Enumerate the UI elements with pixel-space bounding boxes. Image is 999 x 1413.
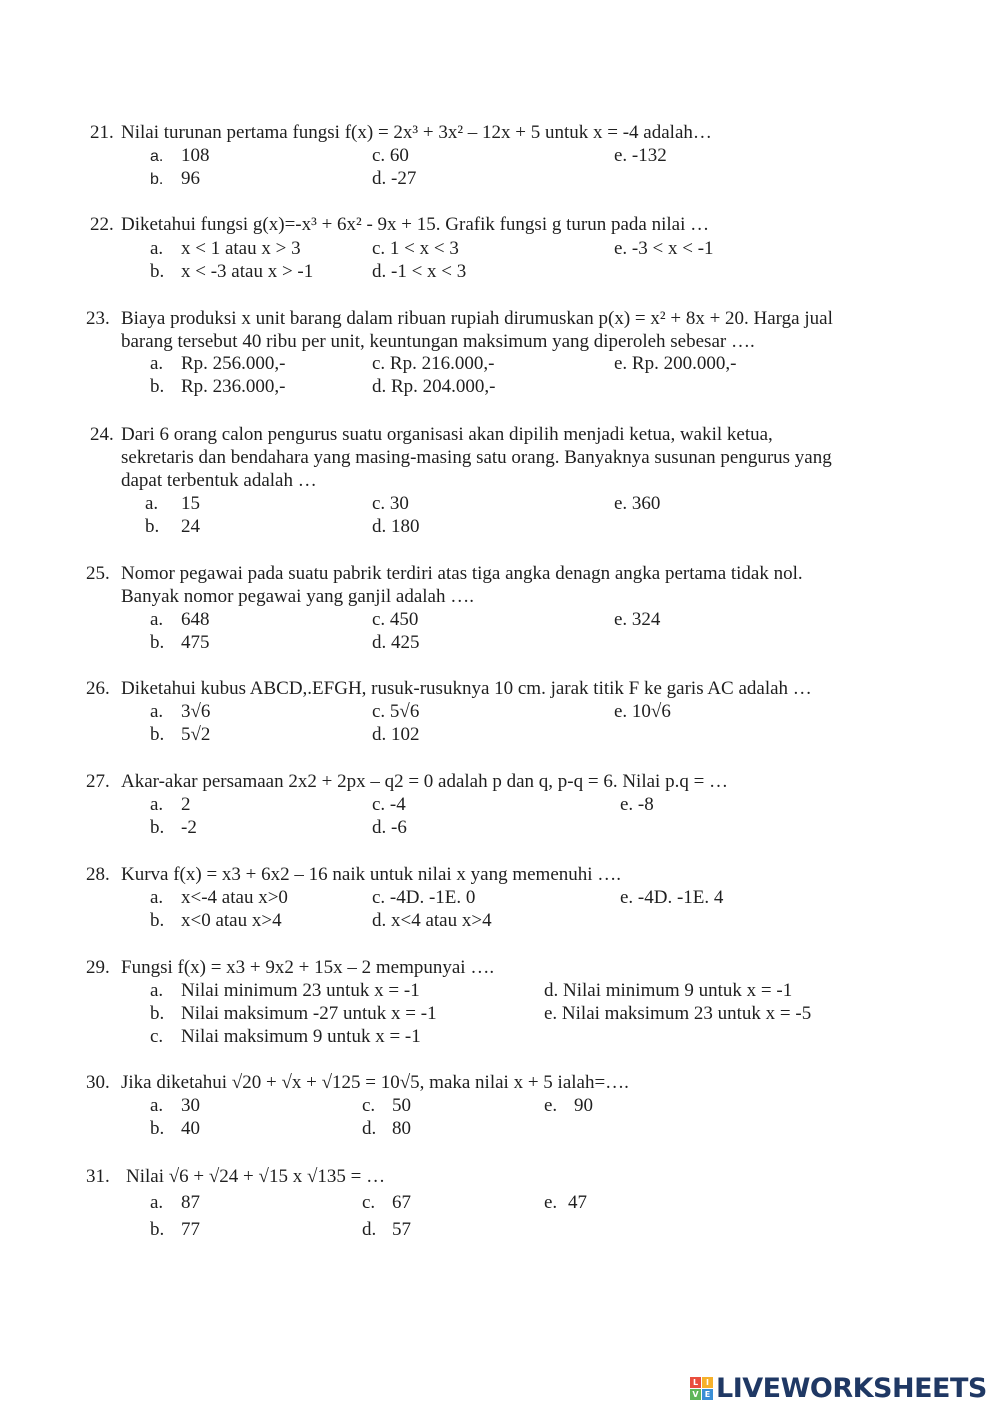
option-c[interactable]: c. 450	[372, 609, 419, 630]
option-a[interactable]: 87	[181, 1192, 200, 1213]
question-number: 21.	[90, 122, 114, 143]
option-b[interactable]: 77	[181, 1219, 200, 1240]
question-number: 22.	[90, 214, 114, 235]
option-e-letter: e.	[544, 1192, 558, 1213]
option-a-letter: a.	[150, 887, 164, 908]
option-b[interactable]: x<0 atau x>4	[181, 910, 282, 931]
option-e[interactable]: e. 10√6	[614, 701, 671, 722]
option-b-letter: b.	[150, 261, 165, 282]
option-d[interactable]: d. x<4 atau x>4	[372, 910, 492, 931]
option-c[interactable]: c. 1 < x < 3	[372, 238, 459, 259]
question-stem: Nilai turunan pertama fungsi f(x) = 2x³ + 3x² – 12x + 5 untuk x = -4 adalah…	[121, 122, 712, 143]
question-number: 29.	[86, 957, 110, 978]
option-d[interactable]: d. 102	[372, 724, 420, 745]
option-b[interactable]: 5√2	[181, 724, 211, 745]
option-a-letter: a.	[150, 701, 164, 722]
question-number: 31.	[86, 1166, 110, 1187]
option-c[interactable]: Nilai maksimum 9 untuk x = -1	[181, 1026, 421, 1047]
option-c[interactable]: c. 5√6	[372, 701, 420, 722]
option-a-letter: a.	[150, 353, 164, 374]
option-a[interactable]: 2	[181, 794, 191, 815]
option-d-letter: d.	[362, 1219, 377, 1240]
option-e[interactable]: e. 324	[614, 609, 661, 630]
option-a[interactable]: Nilai minimum 23 untuk x = -1	[181, 980, 420, 1001]
option-e[interactable]: e. -132	[614, 145, 667, 166]
logo-brick: L	[690, 1377, 701, 1388]
option-a-letter: a.	[150, 794, 164, 815]
option-b[interactable]: -2	[181, 817, 197, 838]
option-b-letter: b.	[150, 1003, 165, 1024]
option-a[interactable]: 3√6	[181, 701, 211, 722]
option-c[interactable]: c. Rp. 216.000,-	[372, 353, 495, 374]
option-b-letter: b.	[150, 817, 165, 838]
option-c[interactable]: c. 30	[372, 493, 409, 514]
option-a-letter: a.	[145, 493, 159, 514]
option-d[interactable]: d. Nilai minimum 9 untuk x = -1	[544, 980, 793, 1001]
question-stem: Nilai √6 + √24 + √15 x √135 = …	[126, 1166, 386, 1187]
option-b[interactable]: 40	[181, 1118, 200, 1139]
question-stem: sekretaris dan bendahara yang masing-masing satu orang. Banyaknya susunan pengurus yang	[121, 447, 832, 468]
option-d[interactable]: d. -6	[372, 817, 407, 838]
question-stem: Fungsi f(x) = x3 + 9x2 + 15x – 2 mempunyai ….	[121, 957, 495, 978]
question-number: 27.	[86, 771, 110, 792]
option-b-letter: b.	[150, 910, 165, 931]
option-b[interactable]: 24	[181, 516, 200, 537]
option-c[interactable]: c. -4	[372, 794, 406, 815]
option-a-letter: a.	[150, 148, 164, 165]
option-d[interactable]: d. 180	[372, 516, 420, 537]
option-a[interactable]: 15	[181, 493, 200, 514]
question-stem: Dari 6 orang calon pengurus suatu organisasi akan dipilih menjadi ketua, wakil ketua,	[121, 424, 773, 445]
option-d[interactable]: 57	[392, 1219, 411, 1240]
option-d[interactable]: d. Rp. 204.000,-	[372, 376, 496, 397]
option-d[interactable]: d. -1 < x < 3	[372, 261, 467, 282]
question-stem: Akar-akar persamaan 2x2 + 2px – q2 = 0 adalah p dan q, p-q = 6. Nilai p.q = …	[121, 771, 729, 792]
option-c[interactable]: 67	[392, 1192, 411, 1213]
option-a[interactable]: Rp. 256.000,-	[181, 353, 286, 374]
option-b[interactable]: Rp. 236.000,-	[181, 376, 286, 397]
logo-bricks-icon	[690, 1377, 714, 1401]
option-a[interactable]: 648	[181, 609, 210, 630]
question-stem: Banyak nomor pegawai yang ganjil adalah ….	[121, 586, 474, 607]
logo-text: LIVEWORKSHEETS	[716, 1373, 987, 1404]
question-number: 25.	[86, 563, 110, 584]
option-a[interactable]: x<-4 atau x>0	[181, 887, 288, 908]
option-c[interactable]: c. -4D. -1E. 0	[372, 887, 476, 908]
question-stem: Jika diketahui √20 + √x + √125 = 10√5, maka nilai x + 5 ialah=….	[121, 1072, 629, 1093]
option-e[interactable]: e. 360	[614, 493, 661, 514]
question-stem: Biaya produksi x unit barang dalam ribuan rupiah dirumuskan p(x) = x² + 8x + 20. Harga jual	[121, 308, 833, 329]
question-stem: dapat terbentuk adalah …	[121, 470, 317, 491]
option-c-letter: c.	[150, 1026, 164, 1047]
option-a-letter: a.	[150, 1192, 164, 1213]
logo-brick: I	[702, 1377, 713, 1388]
option-b-letter: b.	[150, 632, 165, 653]
question-number: 30.	[86, 1072, 110, 1093]
option-b-letter: b.	[150, 1219, 165, 1240]
question-number: 28.	[86, 864, 110, 885]
question-stem: Kurva f(x) = x3 + 6x2 – 16 naik untuk nilai x yang memenuhi ….	[121, 864, 622, 885]
option-c[interactable]: 50	[392, 1095, 411, 1116]
option-b[interactable]: 475	[181, 632, 210, 653]
option-e[interactable]: e. Nilai maksimum 23 untuk x = -5	[544, 1003, 812, 1024]
option-b-letter: b.	[150, 376, 165, 397]
option-e[interactable]: 90	[574, 1095, 593, 1116]
option-e[interactable]: e. -4D. -1E. 4	[620, 887, 724, 908]
option-b[interactable]: x < -3 atau x > -1	[181, 261, 314, 282]
question-number: 23.	[86, 308, 110, 329]
option-a[interactable]: 108	[181, 145, 210, 166]
option-c-letter: c.	[362, 1192, 376, 1213]
option-b[interactable]: Nilai maksimum -27 untuk x = -1	[181, 1003, 437, 1024]
option-b-letter: b.	[150, 1118, 165, 1139]
option-b-letter: b.	[150, 724, 165, 745]
logo-brick: V	[690, 1389, 701, 1400]
option-e[interactable]: e. -3 < x < -1	[614, 238, 714, 259]
question-stem: Diketahui kubus ABCD,.EFGH, rusuk-rusuknya 10 cm. jarak titik F ke garis AC adalah …	[121, 678, 812, 699]
liveworksheets-logo[interactable]	[690, 1374, 990, 1404]
option-a[interactable]: x < 1 atau x > 3	[181, 238, 301, 259]
option-a-letter: a.	[150, 238, 164, 259]
option-d-letter: d.	[362, 1118, 377, 1139]
option-c-letter: c.	[362, 1095, 376, 1116]
option-e[interactable]: e. -8	[620, 794, 654, 815]
question-number: 26.	[86, 678, 110, 699]
option-a[interactable]: 30	[181, 1095, 200, 1116]
question-stem: Nomor pegawai pada suatu pabrik terdiri atas tiga angka denagn angka pertama tidak nol.	[121, 563, 803, 584]
logo-brick: E	[702, 1389, 713, 1400]
option-a-letter: a.	[150, 609, 164, 630]
option-d[interactable]: 80	[392, 1118, 411, 1139]
option-d[interactable]: d. 425	[372, 632, 420, 653]
option-e[interactable]: e. Rp. 200.000,-	[614, 353, 737, 374]
option-d[interactable]: d. -27	[372, 168, 417, 189]
option-e-letter: e.	[544, 1095, 558, 1116]
question-number: 24.	[90, 424, 114, 445]
option-a-letter: a.	[150, 980, 164, 1001]
option-b-letter: b.	[150, 171, 164, 188]
option-a-letter: a.	[150, 1095, 164, 1116]
question-stem: Diketahui fungsi g(x)=-x³ + 6x² - 9x + 15. Grafik fungsi g turun pada nilai …	[121, 214, 710, 235]
question-stem: barang tersebut 40 ribu per unit, keuntungan maksimum yang diperoleh sebesar ….	[121, 331, 755, 352]
option-b-letter: b.	[145, 516, 160, 537]
option-b[interactable]: 96	[181, 168, 200, 189]
option-e[interactable]: 47	[568, 1192, 587, 1213]
option-c[interactable]: c. 60	[372, 145, 409, 166]
